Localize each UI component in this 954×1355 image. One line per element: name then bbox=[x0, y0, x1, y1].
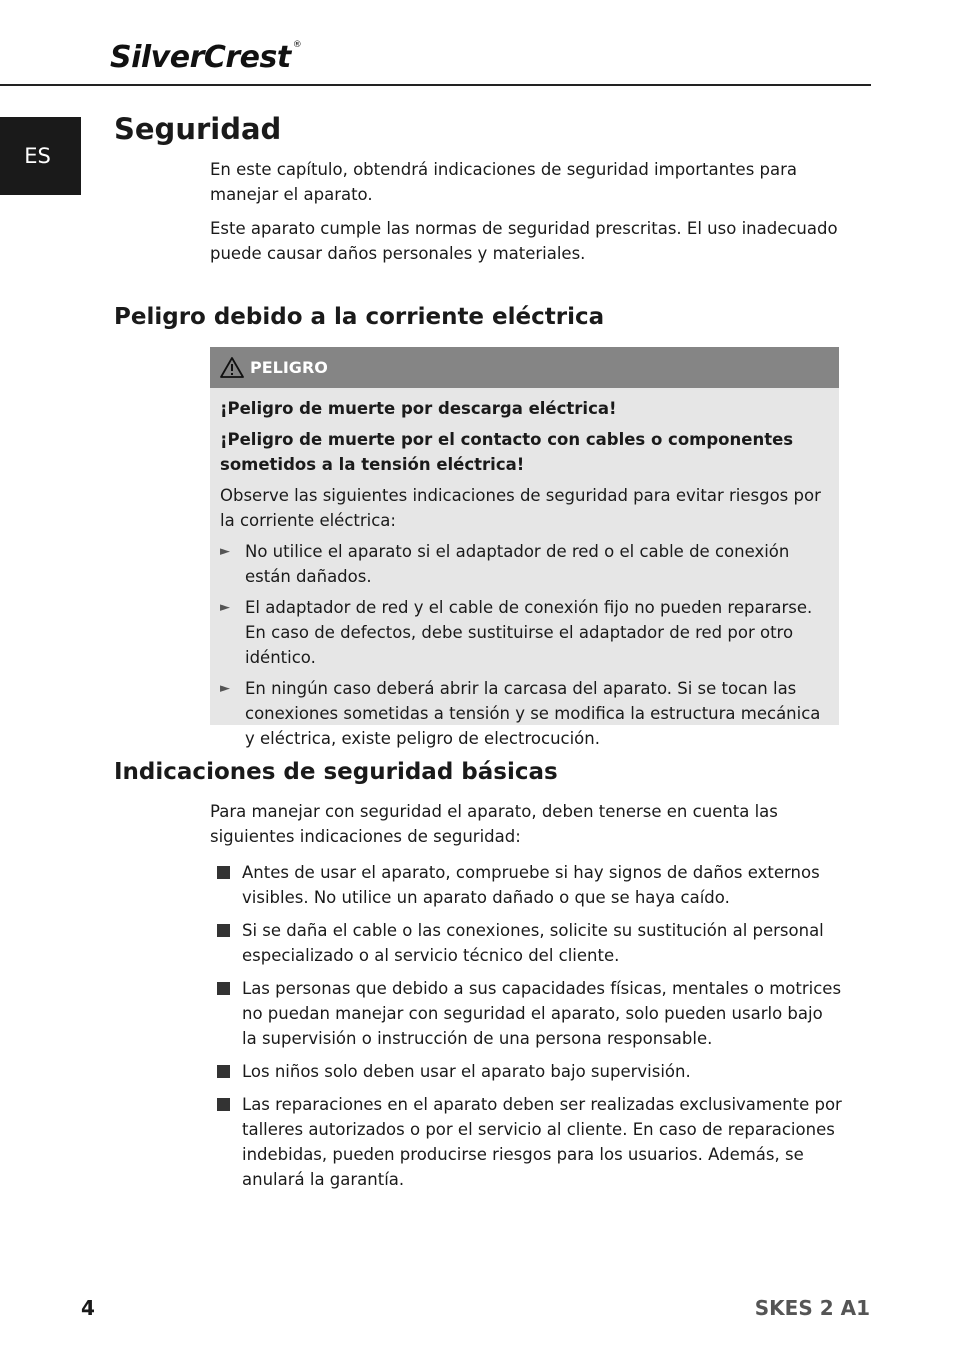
warning-item-text: No utilice el aparato si el adaptador de red o el cable de conexión están dañados. bbox=[245, 542, 790, 586]
warning-body bbox=[210, 388, 839, 751]
list-item bbox=[217, 860, 842, 910]
intro-paragraph-1: En este capítulo, obtendrá indicaciones de seguridad importantes para manejar el aparato. bbox=[210, 160, 798, 204]
page-number: 4 bbox=[81, 1296, 95, 1320]
square-bullet-icon bbox=[217, 982, 230, 995]
section-heading-basic-safety: Indicaciones de seguridad básicas bbox=[114, 759, 558, 785]
arrow-bullet-icon: ► bbox=[220, 681, 230, 696]
intro-paragraph-2: Este aparato cumple las normas de seguridad prescritas. El uso inadecuado puede causar daños personales y materiales. bbox=[210, 219, 838, 263]
arrow-bullet-icon: ► bbox=[220, 544, 230, 559]
brand-logo bbox=[110, 40, 301, 75]
basic-safety-intro: Para manejar con seguridad el aparato, deben tenerse en cuenta las siguientes indicaciones de seguridad: bbox=[210, 802, 778, 846]
list-item-text: Las reparaciones en el aparato deben ser realizadas exclusivamente por talleres autorizados o por el servicio al cliente. En caso de reparaciones indebidas, pueden producirse riesgos para los usuarios. Además, se anulará la garantía. bbox=[242, 1095, 842, 1189]
warning-item-text: En ningún caso deberá abrir la carcasa del aparato. Si se tocan las conexiones sometidas a tensión y se modifica la estructura mecánica y eléctrica, existe peligro de electrocución. bbox=[245, 679, 821, 748]
square-bullet-icon bbox=[217, 1098, 230, 1111]
header-rule bbox=[0, 84, 871, 86]
warning-list-item bbox=[220, 595, 829, 670]
warning-list-item bbox=[220, 676, 829, 751]
list-item-text: Antes de usar el aparato, compruebe si hay signos de daños externos visibles. No utilice un aparato dañado o que se haya caído. bbox=[242, 863, 820, 907]
list-item bbox=[217, 976, 842, 1051]
list-item-text: Las personas que debido a sus capacidades físicas, mentales o motrices no puedan manejar con seguridad el aparato, solo pueden usarlo bajo la supervisión o instrucción de una persona responsable. bbox=[242, 979, 842, 1048]
section-heading-electric: Peligro debido a la corriente eléctrica bbox=[114, 304, 605, 330]
warning-list-item bbox=[220, 539, 829, 589]
list-item bbox=[217, 1059, 842, 1084]
page-title: Seguridad bbox=[114, 112, 282, 146]
square-bullet-icon bbox=[217, 866, 230, 879]
warning-bold-line-2: ¡Peligro de muerte por el contacto con cables o componentes sometidos a la tensión eléctrica! bbox=[220, 430, 794, 474]
warning-text: Observe las siguientes indicaciones de seguridad para evitar riesgos por la corriente eléctrica: bbox=[220, 486, 821, 530]
warning-triangle-icon bbox=[220, 357, 244, 378]
registered-mark: ® bbox=[292, 40, 302, 50]
list-item-text: Los niños solo deben usar el aparato bajo supervisión. bbox=[242, 1062, 691, 1081]
language-tab: ES bbox=[0, 117, 81, 195]
logo-text: SilverCrest bbox=[110, 40, 291, 75]
warning-item-text: El adaptador de red y el cable de conexión fijo no pueden repararse. En caso de defectos, debe sustituirse el adaptador de red por otro idéntico. bbox=[245, 598, 813, 667]
model-number: SKES 2 A1 bbox=[754, 1296, 870, 1320]
list-item bbox=[217, 1092, 842, 1192]
basic-safety-list bbox=[217, 860, 842, 1200]
warning-label: PELIGRO bbox=[250, 358, 328, 377]
list-item-text: Si se daña el cable o las conexiones, solicite su sustitución al personal especializado o al servicio técnico del cliente. bbox=[242, 921, 824, 965]
danger-warning-box bbox=[210, 347, 839, 748]
arrow-bullet-icon: ► bbox=[220, 600, 230, 615]
square-bullet-icon bbox=[217, 1065, 230, 1078]
warning-header bbox=[210, 347, 839, 388]
warning-bold-line-1: ¡Peligro de muerte por descarga eléctrica! bbox=[220, 399, 617, 418]
list-item bbox=[217, 918, 842, 968]
square-bullet-icon bbox=[217, 924, 230, 937]
